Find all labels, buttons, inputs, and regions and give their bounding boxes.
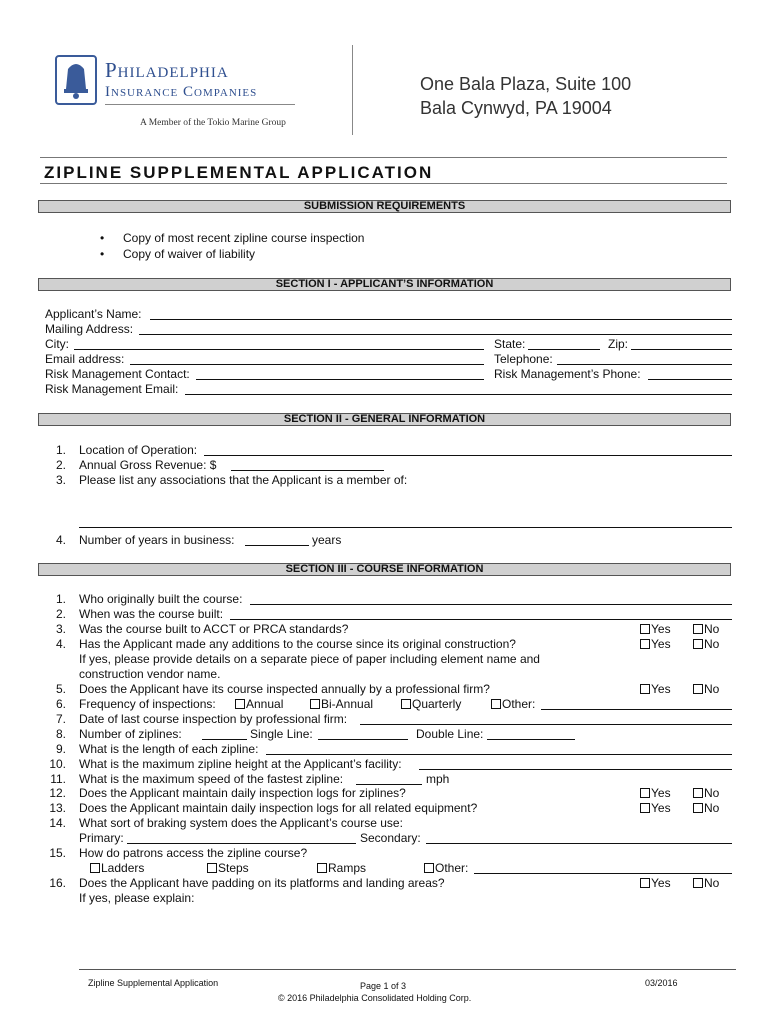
checkbox-icon [640,803,650,813]
access-other-checkbox[interactable] [424,861,468,875]
checkbox-icon [693,878,703,888]
biannual-label: Bi-Annual [321,697,374,711]
checkbox-icon [640,639,650,649]
section-1-heading: SECTION I - APPLICANT’S INFORMATION [38,278,731,291]
equipment-logs-no-checkbox[interactable] [693,801,719,815]
yes-label: Yes [651,637,671,651]
email-field[interactable] [130,352,484,365]
max-speed-label: What is the maximum speed of the fastest zipline: [79,772,344,786]
state-label: State: [494,337,526,351]
question-number: 4. [55,533,66,547]
question-number: 12. [49,786,66,800]
mph-unit: mph [426,772,450,786]
yes-label: Yes [651,622,671,636]
risk-contact-field[interactable] [196,367,484,380]
footer-copyright: © 2016 Philadelphia Consolidated Holding Corp. [278,993,472,1003]
additions-details-line: If yes, please provide details on a separate piece of paper including element name and [79,652,540,666]
frequency-quarterly-checkbox[interactable] [401,697,461,711]
question-number: 15. [49,846,66,860]
no-label: No [704,682,720,696]
question-number: 3. [55,473,66,487]
telephone-field[interactable] [557,352,732,365]
additions-yes-checkbox[interactable] [640,637,671,651]
no-label: No [704,876,720,890]
risk-email-label: Risk Management Email: [45,382,179,396]
company-subtitle: Insurance Companies [105,84,258,100]
address-line-1: One Bala Plaza, Suite 100 [420,74,632,94]
frequency-biannual-checkbox[interactable] [310,697,373,711]
checkbox-icon [640,788,650,798]
question-number: 1. [55,592,66,606]
question-number: 9. [55,742,66,756]
checkbox-icon [640,878,650,888]
question-number: 3. [55,622,66,636]
section-3-heading: SECTION III - COURSE INFORMATION [38,563,731,576]
zipline-logs-no-checkbox[interactable] [693,786,719,800]
checkbox-icon [317,863,327,873]
builder-label: Who originally built the course: [79,592,243,606]
bullet-icon: • [100,231,105,245]
zip-label: Zip: [608,337,629,351]
primary-brake-field[interactable] [127,831,356,844]
footer-rule [79,969,736,970]
steps-label: Steps [218,861,249,875]
risk-email-field[interactable] [185,382,732,395]
equipment-logs-yes-checkbox[interactable] [640,801,671,815]
checkbox-icon [207,863,217,873]
checkbox-icon [90,863,100,873]
checkbox-icon [693,624,703,634]
question-number: 1. [55,443,66,457]
address-line-2: Bala Cynwyd, PA 19004 [420,98,612,118]
checkbox-icon [693,639,703,649]
mailing-address-label: Mailing Address: [45,322,134,336]
annual-inspection-no-checkbox[interactable] [693,682,719,696]
quarterly-label: Quarterly [412,697,462,711]
checkbox-icon [491,699,501,709]
patron-access-label: How do patrons access the zipline course? [79,846,308,860]
secondary-brake-field[interactable] [426,831,732,844]
state-field[interactable] [528,337,600,350]
company-tagline: A Member of the Tokio Marine Group [140,118,286,128]
ladders-label: Ladders [101,861,145,875]
primary-brake-label: Primary: [79,831,124,845]
question-number: 5. [55,682,66,696]
frequency-other-field[interactable] [541,697,732,710]
single-line-field[interactable] [318,727,408,740]
no-label: No [704,637,720,651]
yes-label: Yes [651,682,671,696]
standards-yes-checkbox[interactable] [640,622,671,636]
zipline-logs-yes-checkbox[interactable] [640,786,671,800]
yes-label: Yes [651,786,671,800]
checkbox-icon [640,684,650,694]
other-label: Other: [435,861,469,875]
braking-system-label: What sort of braking system does the Applicant’s course use: [79,816,403,830]
footer-form-name: Zipline Supplemental Application [88,978,219,988]
ziplines-count-label: Number of ziplines: [79,727,182,741]
mailing-address-field[interactable] [139,322,732,335]
checkbox-icon [401,699,411,709]
footer-date: 03/2016 [645,978,678,988]
last-inspection-label: Date of last course inspection by professional firm: [79,712,348,726]
zip-field[interactable] [631,337,732,350]
question-number: 2. [55,607,66,621]
years-suffix: years [312,533,342,547]
city-label: City: [45,337,69,351]
logo-divider [105,104,295,105]
header-divider [352,45,353,135]
build-date-field[interactable] [230,607,732,620]
no-label: No [704,801,720,815]
frequency-other-checkbox[interactable] [491,697,535,711]
access-other-field[interactable] [474,861,732,874]
title-rule-bottom [40,183,727,184]
question-number: 8. [55,727,66,741]
secondary-brake-label: Secondary: [360,831,421,845]
section-2-heading: SECTION II - GENERAL INFORMATION [38,413,731,426]
checkbox-icon [693,788,703,798]
frequency-annual-checkbox[interactable] [235,697,283,711]
checkbox-icon [640,624,650,634]
years-in-business-field[interactable] [245,533,309,546]
padding-label: Does the Applicant have padding on its platforms and landing areas? [79,876,445,890]
zipline-logs-label: Does the Applicant maintain daily inspection logs for ziplines? [79,786,406,800]
annual-label: Annual [246,697,284,711]
question-number: 6. [55,697,66,711]
risk-phone-label: Risk Management’s Phone: [494,367,641,381]
telephone-label: Telephone: [494,352,553,366]
build-date-label: When was the course built: [79,607,224,621]
risk-phone-field[interactable] [648,367,732,380]
company-name: Philadelphia [105,58,229,82]
checkbox-icon [310,699,320,709]
applicant-name-field[interactable] [150,307,732,320]
access-ramps-checkbox[interactable] [317,861,366,875]
question-number: 2. [55,458,66,472]
question-number: 14. [49,816,66,830]
yes-label: Yes [651,876,671,890]
title-rule-top [40,157,727,158]
location-label: Location of Operation: [79,443,198,457]
padding-no-checkbox[interactable] [693,876,719,890]
access-ladders-checkbox[interactable] [90,861,144,875]
email-label: Email address: [45,352,125,366]
associations-label: Please list any associations that the Applicant is a member of: [79,473,408,487]
additions-details-line: construction vendor name. [79,667,221,681]
question-number: 11. [50,772,66,786]
padding-explain-label: If yes, please explain: [79,891,195,905]
footer-page-number: Page 1 of 3 [360,981,407,991]
no-label: No [704,786,720,800]
access-steps-checkbox[interactable] [207,861,249,875]
last-inspection-field[interactable] [360,712,732,725]
risk-contact-label: Risk Management Contact: [45,367,190,381]
checkbox-icon [693,684,703,694]
revenue-label: Annual Gross Revenue: $ [79,458,217,472]
zipline-length-field[interactable] [266,742,732,755]
additions-label: Has the Applicant made any additions to the course since its original construction? [79,637,516,651]
question-number: 7. [55,712,66,726]
question-number: 16. [49,876,66,890]
yes-label: Yes [651,801,671,815]
revenue-field[interactable] [231,458,384,471]
question-number: 10. [49,757,66,771]
annual-inspection-yes-checkbox[interactable] [640,682,671,696]
submission-item: Copy of most recent zipline course inspection [123,231,365,245]
padding-yes-checkbox[interactable] [640,876,671,890]
location-field[interactable] [204,443,732,456]
zipline-length-label: What is the length of each zipline: [79,742,259,756]
liberty-bell-logo-icon [55,55,97,105]
builder-field[interactable] [250,592,732,605]
applicant-name-label: Applicant’s Name: [45,307,142,321]
submission-item: Copy of waiver of liability [123,247,256,261]
page-title: ZIPLINE SUPPLEMENTAL APPLICATION [44,163,434,182]
inspection-frequency-label: Frequency of inspections: [79,697,216,711]
question-number: 13. [49,801,66,815]
checkbox-icon [693,803,703,813]
years-in-business-label: Number of years in business: [79,533,235,547]
submission-requirements-heading: SUBMISSION REQUIREMENTS [38,200,731,213]
standards-no-checkbox[interactable] [693,622,719,636]
double-line-label: Double Line: [416,727,484,741]
question-number: 4. [55,637,66,651]
standards-label: Was the course built to ACCT or PRCA standards? [79,622,349,636]
bullet-icon: • [100,247,105,261]
ziplines-count-field[interactable] [202,727,247,740]
max-height-label: What is the maximum zipline height at the Applicant’s facility: [79,757,402,771]
city-field[interactable] [74,337,484,350]
double-line-field[interactable] [487,727,575,740]
equipment-logs-label: Does the Applicant maintain daily inspection logs for all related equipment? [79,801,478,815]
ramps-label: Ramps [328,861,367,875]
annual-inspection-label: Does the Applicant have its course inspected annually by a professional firm? [79,682,490,696]
max-height-field[interactable] [419,757,732,770]
no-label: No [704,622,720,636]
additions-no-checkbox[interactable] [693,637,719,651]
max-speed-field[interactable] [356,772,422,785]
associations-field[interactable] [79,515,732,528]
checkbox-icon [424,863,434,873]
single-line-label: Single Line: [250,727,313,741]
other-label: Other: [502,697,536,711]
checkbox-icon [235,699,245,709]
